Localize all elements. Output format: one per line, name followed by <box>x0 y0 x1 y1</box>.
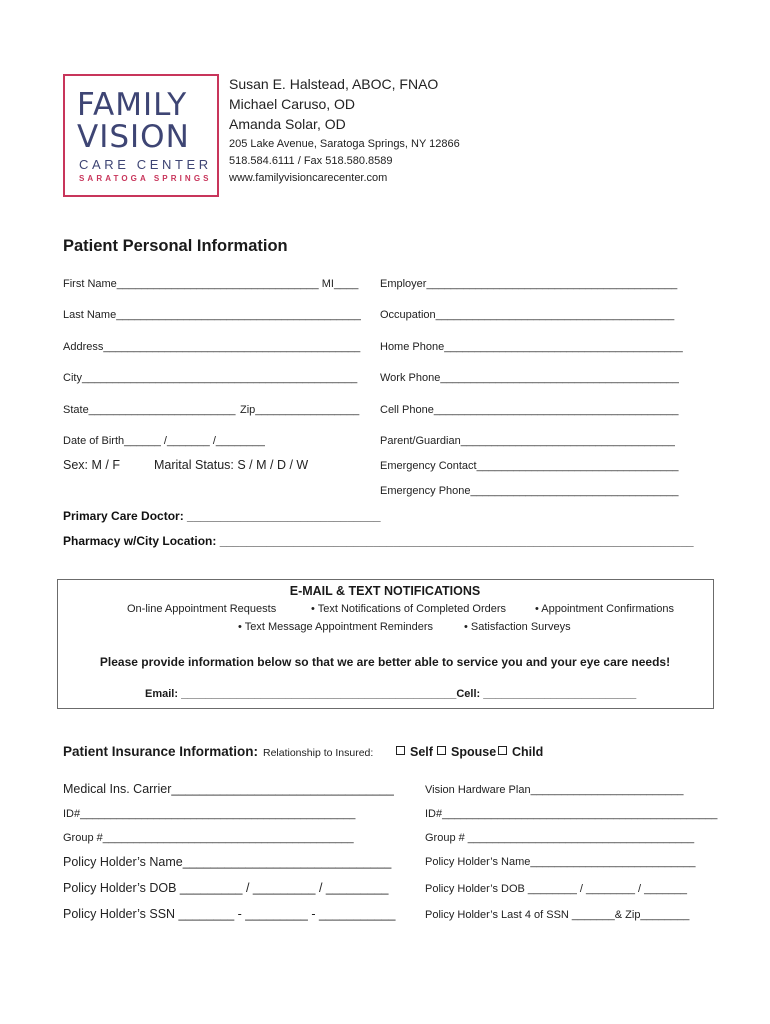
notif-option-completed-orders[interactable]: • Text Notifications of Completed Orders <box>311 603 507 615</box>
city-field[interactable]: City_____________________________________________ <box>63 372 358 384</box>
vision-id-field[interactable]: ID#_____________________________________________ <box>425 808 718 820</box>
logo-saratoga-text: SARATOGA SPRINGS <box>79 174 212 183</box>
vision-holder-ssn-zip-field[interactable]: Policy Holder’s Last 4 of SSN _______& Zip________ <box>425 909 690 921</box>
sex-field[interactable]: Sex: M / F <box>63 458 120 472</box>
medical-holder-name-field[interactable]: Policy Holder’s Name______________________________ <box>63 855 392 869</box>
logo-divider <box>217 74 219 197</box>
zip-field[interactable]: Zip_________________ <box>240 404 360 416</box>
employer-field[interactable]: Employer_________________________________________ <box>380 278 678 290</box>
vision-plan-field[interactable]: Vision Hardware Plan_________________________ <box>425 784 684 796</box>
vision-holder-name-field[interactable]: Policy Holder’s Name___________________________ <box>425 856 696 868</box>
logo-care-center-text: CARE CENTER <box>79 157 212 172</box>
child-label: Child <box>512 745 544 759</box>
self-label: Self <box>410 745 433 759</box>
spouse-checkbox[interactable] <box>437 745 496 759</box>
parent-guardian-field[interactable]: Parent/Guardian___________________________________ <box>380 435 675 447</box>
checkbox-icon <box>396 746 405 755</box>
notif-option-satisfaction-surveys[interactable]: • Satisfaction Surveys <box>464 621 571 633</box>
occupation-field[interactable]: Occupation_______________________________________ <box>380 309 675 321</box>
first-name-field[interactable]: First Name_________________________________ MI____ <box>63 278 359 290</box>
vision-holder-dob-field[interactable]: Policy Holder’s DOB ________ / ________ / _______ <box>425 883 687 895</box>
notifications-title: E-MAIL & TEXT NOTIFICATIONS <box>289 584 481 598</box>
office-website[interactable]: www.familyvisioncarecenter.com <box>229 172 388 184</box>
checkbox-icon <box>437 746 446 755</box>
medical-holder-dob-field[interactable]: Policy Holder’s DOB _________ / _________ / _________ <box>63 881 389 895</box>
vision-group-field[interactable]: Group # _____________________________________ <box>425 832 695 844</box>
address-field[interactable]: Address__________________________________________ <box>63 341 361 353</box>
checkbox-icon <box>498 746 507 755</box>
doctor-name-2: Michael Caruso, OD <box>229 96 356 112</box>
logo-vision-text: VISION <box>77 119 190 155</box>
doctor-name-3: Amanda Solar, OD <box>229 116 346 132</box>
pharmacy-field[interactable]: Pharmacy w/City Location: _______________________________________________________________________ <box>63 534 694 548</box>
self-checkbox[interactable] <box>396 745 433 759</box>
child-checkbox[interactable] <box>498 745 543 759</box>
cell-phone-field[interactable]: Cell Phone________________________________________ <box>380 404 679 416</box>
state-field[interactable]: State________________________ <box>63 404 236 416</box>
doctor-name-1: Susan E. Halstead, ABOC, FNAO <box>229 76 439 92</box>
last-name-field[interactable]: Last Name________________________________________ <box>63 309 361 321</box>
date-of-birth-field[interactable]: Date of Birth______ /_______ /________ <box>63 435 265 447</box>
notif-option-appointment-confirmations[interactable]: • Appointment Confirmations <box>535 603 674 615</box>
logo-family-text: FAMILY <box>77 87 188 123</box>
relationship-label: Relationship to Insured: <box>263 747 374 759</box>
medical-group-field[interactable]: Group #_________________________________________ <box>63 832 354 844</box>
home-phone-field[interactable]: Home Phone_______________________________________ <box>380 341 683 353</box>
office-address: 205 Lake Avenue, Saratoga Springs, NY 12866 <box>229 138 460 150</box>
spouse-label: Spouse <box>451 745 497 759</box>
medical-carrier-field[interactable]: Medical Ins. Carrier________________________________ <box>63 782 394 796</box>
office-phone-fax: 518.584.6111 / Fax 518.580.8589 <box>229 155 393 167</box>
personal-info-title: Patient Personal Information <box>63 237 288 255</box>
medical-holder-ssn-field[interactable]: Policy Holder’s SSN ________ - _________ - ___________ <box>63 907 396 921</box>
marital-status-field[interactable]: Marital Status: S / M / D / W <box>154 458 309 472</box>
medical-id-field[interactable]: ID#_____________________________________________ <box>63 808 356 820</box>
work-phone-field[interactable]: Work Phone_______________________________________ <box>380 372 679 384</box>
emergency-phone-field[interactable]: Emergency Phone__________________________________ <box>380 485 679 497</box>
primary-care-doctor-field[interactable]: Primary Care Doctor: _____________________________ <box>63 509 381 523</box>
notif-option-online-requests[interactable]: On-line Appointment Requests <box>127 603 277 615</box>
notif-option-appointment-reminders[interactable]: • Text Message Appointment Reminders <box>238 621 434 633</box>
notifications-instruction: Please provide information below so that we are better able to service you and your eye care needs! <box>99 655 671 669</box>
email-cell-field[interactable]: Email: _____________________________________________Cell: _________________________ <box>145 688 637 700</box>
insurance-info-title: Patient Insurance Information: <box>63 744 259 759</box>
emergency-contact-field[interactable]: Emergency Contact_________________________________ <box>380 460 679 472</box>
